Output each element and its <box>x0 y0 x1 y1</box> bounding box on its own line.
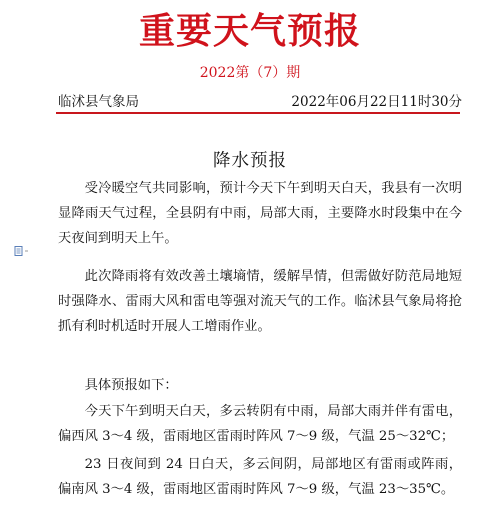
issue-datetime: 2022年06月22日11时30分 <box>291 94 462 110</box>
paragraph-intro <box>58 176 462 251</box>
header-divider <box>56 112 460 114</box>
meta-row <box>58 92 462 112</box>
paragraph-impact <box>58 264 462 339</box>
section-title: 降水预报 <box>213 151 287 171</box>
paragraph-2: 此次降雨将有效改善土壤墒情，缓解旱情，但需做好防范局地短时强降水、雷雨大风和雷电等强对流天气的工作。临沭县气象局将抢抓有利时机适时开展人工增雨作业。 <box>58 269 462 334</box>
document-icon[interactable] <box>14 241 36 251</box>
paragraph-4: 今天下午到明天白天，多云转阴有中雨，局部大雨并伴有雷电，偏西风 3～4 级，雷雨地区雷雨时阵风 7～9 级，气温 25～32℃； <box>58 404 462 444</box>
paragraph-heading <box>58 373 462 398</box>
paragraph-3: 具体预报如下： <box>84 378 178 393</box>
paragraph-5: 23 日夜间到 24 日白天，多云间阴，局部地区有雷雨或阵雨，偏南风 3～4 级，雷雨地区雷雨时阵风 7～9 级，气温 23～35℃。 <box>58 457 462 497</box>
document-title: 重要天气预报 <box>138 11 361 52</box>
paragraph-forecast-2 <box>58 452 462 502</box>
issuing-office: 临沭县气象局 <box>58 94 139 110</box>
paragraph-forecast-1 <box>58 399 462 449</box>
paragraph-1: 受冷暖空气共同影响，预计今天下午到明天白天，我县有一次明显降雨天气过程，全县阴有中雨，局部大雨，主要降水时段集中在今天夜间到明天上午。 <box>58 181 462 246</box>
issue-number: 2022第（7）期 <box>199 65 301 81</box>
